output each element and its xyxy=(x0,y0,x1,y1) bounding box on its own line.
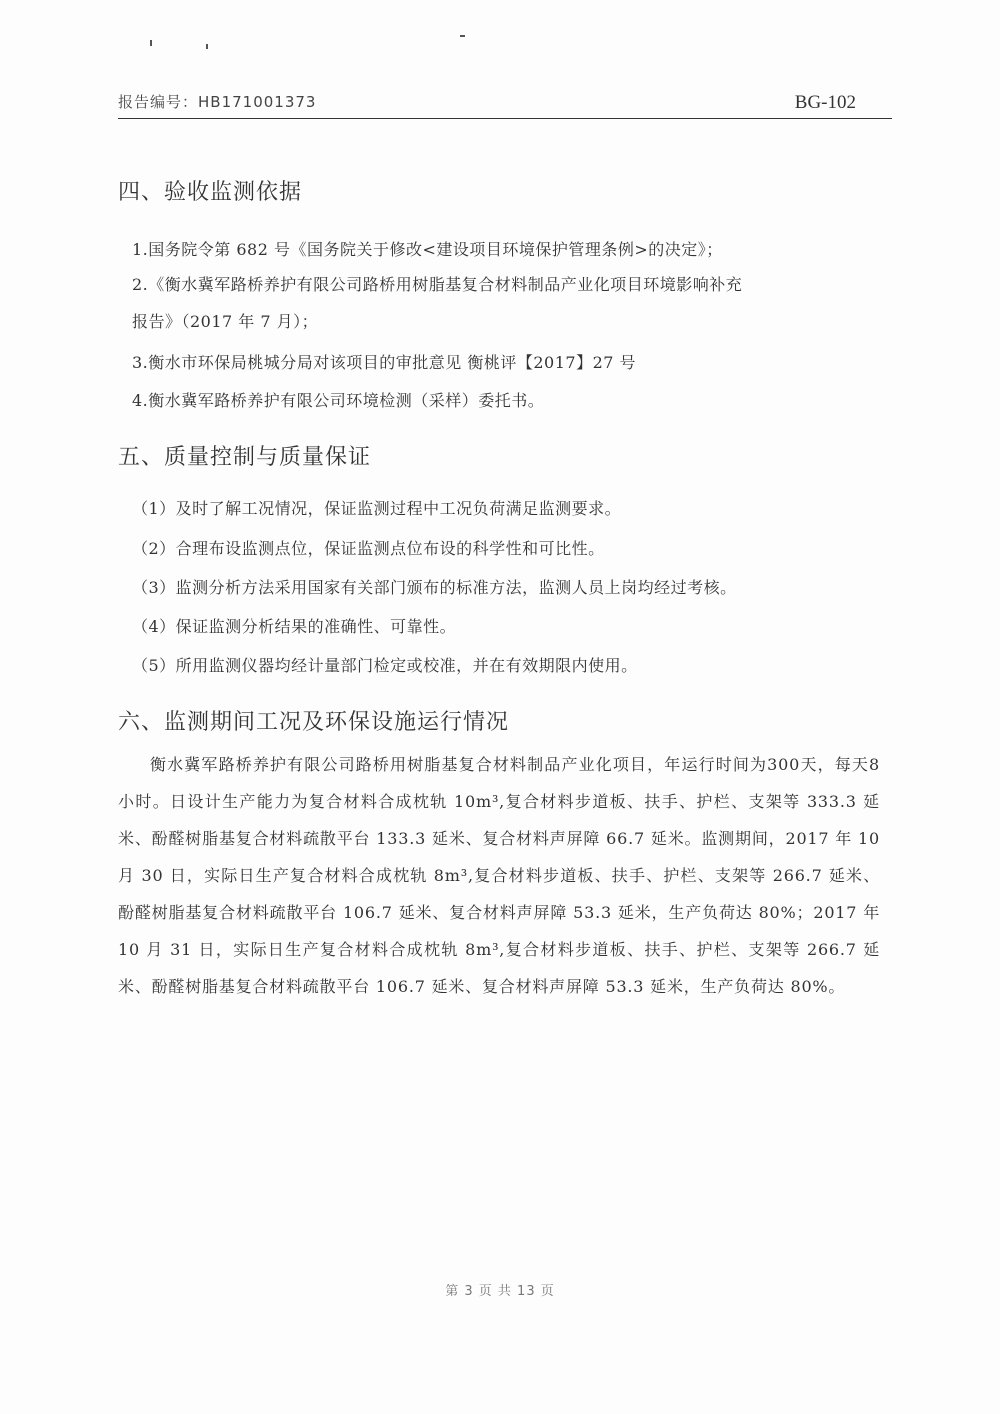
page-header xyxy=(118,84,892,119)
scan-speck xyxy=(460,35,465,37)
basis-item-2-cont: 报告》（2017 年 7 月）； xyxy=(132,312,319,331)
page-number: 第 3 页 共 13 页 xyxy=(445,1284,555,1299)
qc-item-3: （3）监测分析方法采用国家有关部门颁布的标准方法，监测人员上岗均经过考核。 xyxy=(132,578,737,597)
basis-item-1: 1.国务院令第 682 号《国务院关于修改<建设项目环境保护管理条例>的决定》； xyxy=(132,240,723,259)
section-6-title: 六、监测期间工况及环保设施运行情况 xyxy=(118,710,510,735)
document-code: BG-102 xyxy=(794,92,856,113)
scan-speck xyxy=(206,44,208,49)
qc-item-1: （1）及时了解工况情况，保证监测过程中工况负荷满足监测要求。 xyxy=(132,499,622,518)
report-number: 报告编号：HB171001373 xyxy=(118,93,317,111)
section-4-title: 四、验收监测依据 xyxy=(118,180,303,205)
qc-item-2: （2）合理布设监测点位，保证监测点位布设的科学性和可比性。 xyxy=(132,539,605,558)
basis-item-4: 4.衡水冀军路桥养护有限公司环境检测（采样）委托书。 xyxy=(132,391,545,410)
qc-item-5: （5）所用监测仪器均经计量部门检定或校准，并在有效期限内使用。 xyxy=(132,656,638,675)
basis-item-2: 2.《衡水冀军路桥养护有限公司路桥用树脂基复合材料制品产业化项目环境影响补充 xyxy=(132,275,743,294)
basis-item-3: 3.衡水市环保局桃城分局对该项目的审批意见 衡桃评【2017】27 号 xyxy=(132,353,637,372)
qc-item-4: （4）保证监测分析结果的准确性、可靠性。 xyxy=(132,617,457,636)
section-5-title: 五、质量控制与质量保证 xyxy=(118,445,372,470)
operating-conditions-paragraph: 衡水冀军路桥养护有限公司路桥用树脂基复合材料制品产业化项目，年运行时间为300天，每天8小时。日设计生产能力为复合材料合成枕轨 10m³,复合材料步道板、扶手、护栏、支架等 333.3 延米、酚醛树脂基复合材料疏散平台 133.3 延米、复合材料声屏障 66.7 延米。监测期间，2017 年 10 月 30 日，实际日生产复合材料合成枕轨 8m³,复合材料步道板、扶手、护栏、支架等 266.7 延米、酚醛树脂基复合材料疏散平台 106.7 延米、复合材料声屏障 53.3 延米，生产负荷达 80%；2017 年 10 月 31 日，实际日生产复合材料合成枕轨 8m³,复合材料步道板、扶手、护栏、支架等 266.7 延米、酚醛树脂基复合材料疏散平台 106.7 延米、复合材料声屏障 53.3 延米，生产负荷达 80%。 xyxy=(118,755,880,996)
scan-speck xyxy=(150,40,152,46)
